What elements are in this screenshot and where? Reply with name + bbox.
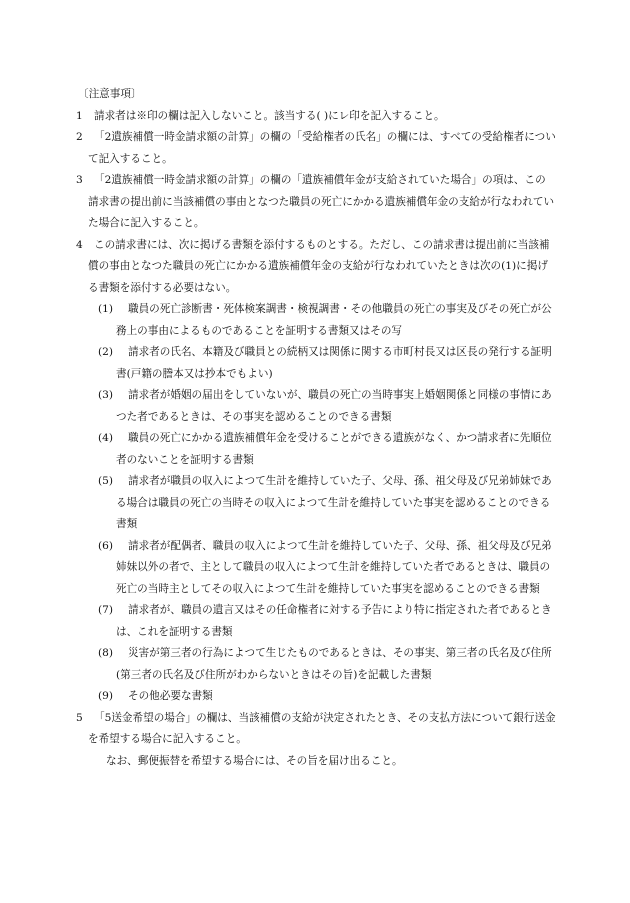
sub-item-text: 職員の死亡診断書・死体検案調書・検視調書・その他職員の死亡の事実及びその死亡が公務上の事由によるものであることを証明する書類又はその写 [116, 303, 552, 337]
sub-item-text: 請求者の氏名、本籍及び職員との続柄又は関係に関する市町村長又は区長の発行する証明書(戸籍の謄本又は抄本でもよい) [116, 346, 552, 380]
sub-item-text: 請求者が職員の収入によつて生計を維持していた子、父母、孫、祖父母及び兄弟姉妹である場合は職員の死亡の当時その収入によつて生計を維持していた事実を認めることのできる書類 [116, 475, 552, 530]
sub-item-number: (1) [98, 303, 114, 315]
sub-item-1 [76, 299, 556, 342]
item-text: 「2遺族補償一時金請求額の計算」の欄の「受給権者の氏名」の欄には、すべての受給権者について記入すること。 [88, 131, 556, 165]
note-item-5 [76, 708, 556, 751]
item-number: 3 [76, 174, 83, 186]
sub-item-4 [76, 428, 556, 471]
item-text: この請求書には、次に掲げる書類を添付するものとする。ただし、この請求書は提出前に当該補償の事由となつた職員の死亡にかかる遺族補償年金の支給が行なわれていたときは次の(1)に掲げる書類を添付する必要はない。 [88, 238, 550, 294]
sub-item-number: (5) [98, 475, 114, 487]
sub-item-8 [76, 643, 556, 686]
sub-item-text: 請求者が婚姻の届出をしていないが、職員の死亡の当時事実上婚姻関係と同様の事情にあつた者であるときは、その事実を認めることのできる書類 [116, 389, 552, 423]
sub-item-number: (6) [98, 539, 114, 552]
closing-note: なお、郵便振替を希望する場合には、その旨を届け出ること。 [106, 754, 403, 767]
sub-item-text: 請求者が、職員の遺言又はその任命権者に対する予告により特に指定された者であるときは、これを証明する書類 [116, 604, 552, 638]
sub-item-7 [76, 600, 556, 643]
sub-item-text: 災害が第三者の行為によつて生じたものであるときは、その事実、第三者の氏名及び住所(第三者の氏名及び住所がわからないときはその旨)を記載した書類 [116, 647, 552, 681]
item-number: 5 [76, 711, 83, 724]
sub-item-text: 請求者が配偶者、職員の収入によつて生計を維持していた子、父母、孫、祖父母及び兄弟姉妹以外の者で、主として職員の収入によつて生計を維持していた者であるときは、職員の死亡の当時主としてその収入によつて生計を維持していた事実を認めることのできる書類 [116, 539, 552, 595]
sub-item-text: 職員の死亡にかかる遺族補償年金を受けることができる遺族がなく、かつ請求者に先順位者のないことを証明する書類 [116, 432, 552, 466]
sub-item-number: (8) [98, 647, 114, 659]
notes-heading: 〔注意事項〕 [78, 88, 142, 100]
sub-item-number: (7) [98, 604, 114, 616]
sub-item-text: その他必要な書類 [128, 690, 213, 702]
sub-item-number: (4) [98, 432, 114, 444]
sub-item-number: (9) [98, 690, 114, 702]
item-number: 2 [76, 131, 83, 143]
sub-item-number: (3) [98, 389, 114, 401]
sub-item-number: (2) [98, 346, 114, 358]
item-text: 「2遺族補償一時金請求額の計算」の欄の「遺族補償年金が支給されていた場合」の項は、この請求書の提出前に当該補償の事由となつた職員の死亡にかかる遺族補償年金の支給が行なわれていた場合に記入すること。 [88, 174, 555, 229]
note-item-2 [76, 127, 556, 170]
note-item-3 [76, 170, 556, 235]
item-number: 1 [76, 109, 83, 122]
note-item-1 [76, 106, 556, 128]
sub-item-3 [76, 385, 556, 428]
sub-item-6 [76, 536, 556, 601]
item-text: 請求者は※印の欄は記入しないこと。該当する( )にレ印を記入すること。 [94, 109, 445, 122]
item-text: 「5送金希望の場合」の欄は、当該補償の支給が決定されたとき、その支払方法について銀行送金を希望する場合に記入すること。 [88, 711, 556, 745]
sub-item-2 [76, 342, 556, 385]
note-item-4 [76, 235, 556, 300]
sub-item-9 [76, 686, 556, 708]
notes-section [76, 84, 556, 772]
item-number: 4 [76, 238, 83, 251]
sub-item-5 [76, 471, 556, 536]
